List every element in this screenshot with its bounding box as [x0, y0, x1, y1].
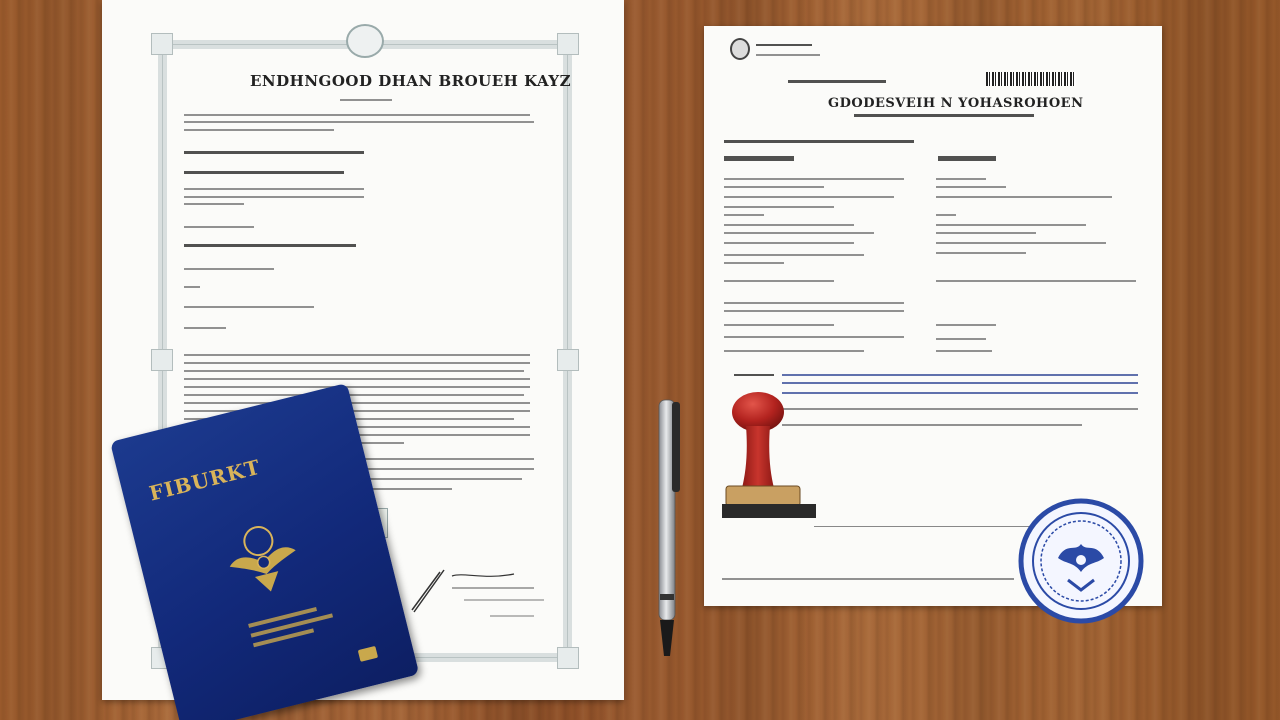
- certificate-title: ENDHNGOOD DHAN BROUEH KAYZ: [250, 72, 572, 90]
- passport-cover-lines: [248, 604, 337, 653]
- signature: [404, 562, 554, 622]
- pen: [654, 394, 684, 664]
- crest-icon: [346, 24, 384, 58]
- official-seal: [1018, 498, 1144, 624]
- agency-emblem-icon: [730, 38, 750, 60]
- biometric-chip-icon: [358, 646, 378, 662]
- rubber-stamp: [716, 392, 816, 522]
- barcode-icon: [986, 72, 1076, 86]
- document-title: GDODESVEIH N YOHASROHOEN: [828, 96, 1084, 111]
- eagle-emblem-icon: [216, 511, 309, 607]
- passport-cover-text: FIBURKT: [146, 454, 264, 506]
